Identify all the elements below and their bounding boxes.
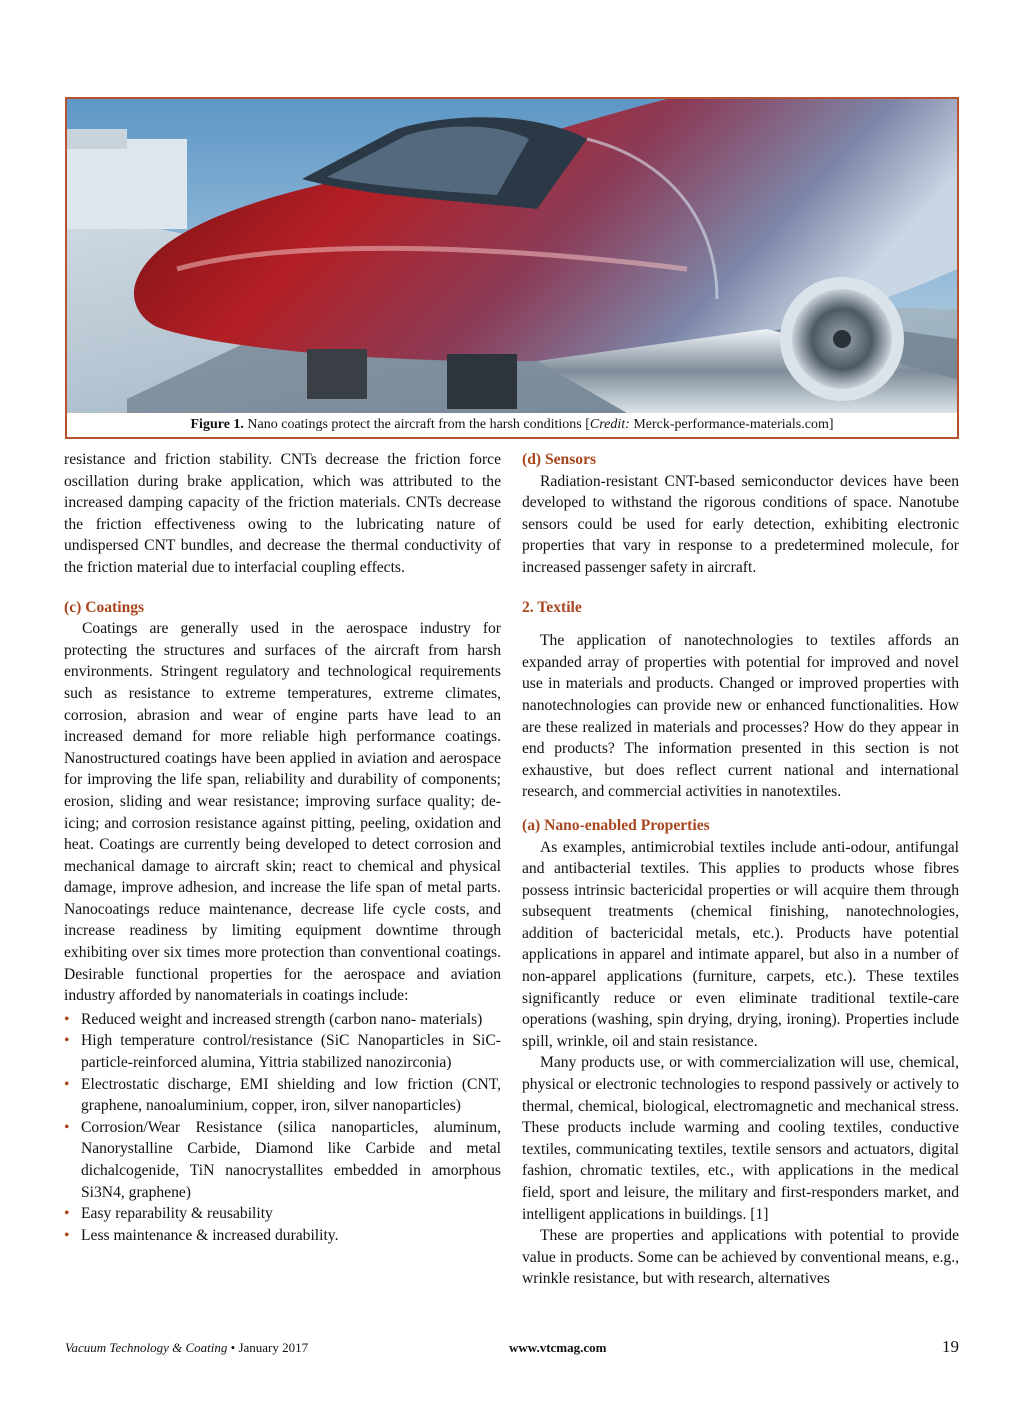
list-item [64,1203,501,1225]
left-column [64,449,501,1246]
figure-1 [65,97,959,439]
list-item [64,1117,501,1203]
footer-separator: • [230,1340,236,1355]
list-item [64,1074,501,1117]
list-item [64,1009,501,1031]
list-item [64,1030,501,1073]
bullet-icon: • [64,1118,70,1136]
nano-paragraph-2: Many products use, or with commercialization will use, chemical, physical or electronic technologies to respond passively or actively to thermal, chemical, biological, electromagnetic and mechanical stress. These products include warming and cooling textiles, conductive textiles, communicating textiles, textile sensors and actuators, digital fashion, chromatic textiles, etc., with applications in the medical field, sport and leisure, the military and first-responders market, and intelligent applications in buildings. [1] [522,1054,959,1223]
sensors-paragraph: Radiation-resistant CNT-based semiconductor devices have been developed to withstand the rigorous conditions of space. Nanotube sensors could be used for early detection, exhibiting electronic properties that vary in response to a predetermined molecule, for increased passenger safety in aircraft. [522,472,959,576]
list-item-text: Corrosion/Wear Resistance (silica nanoparticles, aluminum, Nanorystalline Carbide, Diamond like Carbide and metal dichalcogenide, TiN nanocrystallites embedded in amorphous Si3N4, graphene) [81,1118,501,1201]
nano-paragraph-3: These are properties and applications with potential to provide value in products. Some can be achieved by conventional means, e.g., wrinkle resistance, but with research, alternatives [522,1227,959,1288]
coatings-heading: (c) Coatings [64,598,145,616]
sensors-heading: (d) Sensors [522,451,597,468]
bullet-icon: • [64,1205,70,1223]
nano-properties-heading: (a) Nano-enabled Properties [522,816,710,834]
bullet-icon: • [64,1032,70,1050]
textile-paragraph: The application of nanotechnologies to textiles affords an expanded array of properties with potential for improved and novel use in materials and products. Changed or improved properties with nanotechnologies can provide new or enhanced functionalities. How are these realized in materials and processes? How do they appear in end products? The information presented in this section is not exhaustive, but does reflect current national and international research, and commercial activities in nanotextiles. [522,632,959,801]
textile-heading: 2. Textile [522,598,582,616]
footer-website[interactable]: www.vtcmag.com [509,1340,607,1355]
list-item-text: Reduced weight and increased strength (carbon nano- materials) [81,1010,483,1028]
list-item-text: Easy reparability & reusability [81,1205,273,1223]
coatings-properties-list [64,1009,501,1247]
list-item-text: Less maintenance & increased durability. [81,1226,339,1244]
caption-lead: Figure 1. [190,417,244,432]
page-number: 19 [942,1337,959,1356]
publication-name: Vacuum Technology & Coating [65,1340,228,1355]
bullet-icon: • [64,1010,70,1028]
caption-text: Nano coatings protect the aircraft from the harsh conditions [ [243,417,590,432]
caption-credit-label: Credit: [589,417,630,432]
right-column [522,449,959,1290]
bullet-icon: • [64,1226,70,1244]
issue-date: January 2017 [238,1340,309,1355]
bullet-icon: • [64,1075,70,1093]
coatings-paragraph: Coatings are generally used in the aerospace industry for protecting the structures and surfaces of the aircraft from harsh environments. Stringent regulatory and technological requirements such as resistance to extreme temperatures, extreme climates, corrosion, abrasion and wear of engine parts have lead to an increased demand for more reliable high performance coatings. Nanostructured coatings have been applied in aviation and aerospace for improving the life span, reliability and durability of components; erosion, sliding and wear resistance; improving surface quality; de-icing; and corrosion resistance against pitting, peeling, oxidation and heat. Coatings are currently being developed to detect corrosion and mechanical damage to aircraft skin; react to chemical and physical damage, improve adhesion, and increase the life span of metal parts. Nanocoatings reduce maintenance, decrease life cycle costs, and increase readiness by limiting equipment downtime through exhibiting over six times more protection than conventional coatings. Desirable functional properties for the aerospace and aviation industry afforded by nanomaterials in coatings include: [64,620,501,1005]
caption-credit-source: Merck-performance-materials.com] [629,417,834,432]
nano-paragraph-1: As examples, antimicrobial textiles include anti-odour, antifungal and antibacterial textiles. This applies to products whose fibres possess intrinsic bactericidal properties or will acquire them through subsequent treatments (chemical finishing, nanotechnologies, addition of bactericidal metals, etc.). Products have potential applications in apparel and intimate apparel, but also in a number of non-apparel applications (furniture, carpets, etc.). These textiles significantly reduce or even eliminate traditional textile-care operations (washing, spin drying, drying, ironing). Properties include spill, wrinkle, oil and stain resistance. [522,838,959,1050]
friction-paragraph: resistance and friction stability. CNTs decrease the friction force oscillation during brake application, which was attributed to the increased damping capacity of the friction materials. CNTs decrease the friction effectiveness owing to the lubricating nature of undispersed CNT bundles, and decrease the thermal conductivity of the friction material due to interfacial coupling effects. [64,451,501,576]
list-item [64,1225,501,1247]
footer-publication [65,1340,308,1356]
list-item-text: High temperature control/resistance (SiC Nanoparticles in SiC-particle-reinforced alumina, Yittria stabilized nanozirconia) [81,1032,501,1072]
aircraft-photo [67,99,957,413]
list-item-text: Electrostatic discharge, EMI shielding and low friction (CNT, graphene, nanoaluminium, copper, iron, silver nanoparticles) [81,1075,501,1115]
figure-caption [67,417,957,433]
